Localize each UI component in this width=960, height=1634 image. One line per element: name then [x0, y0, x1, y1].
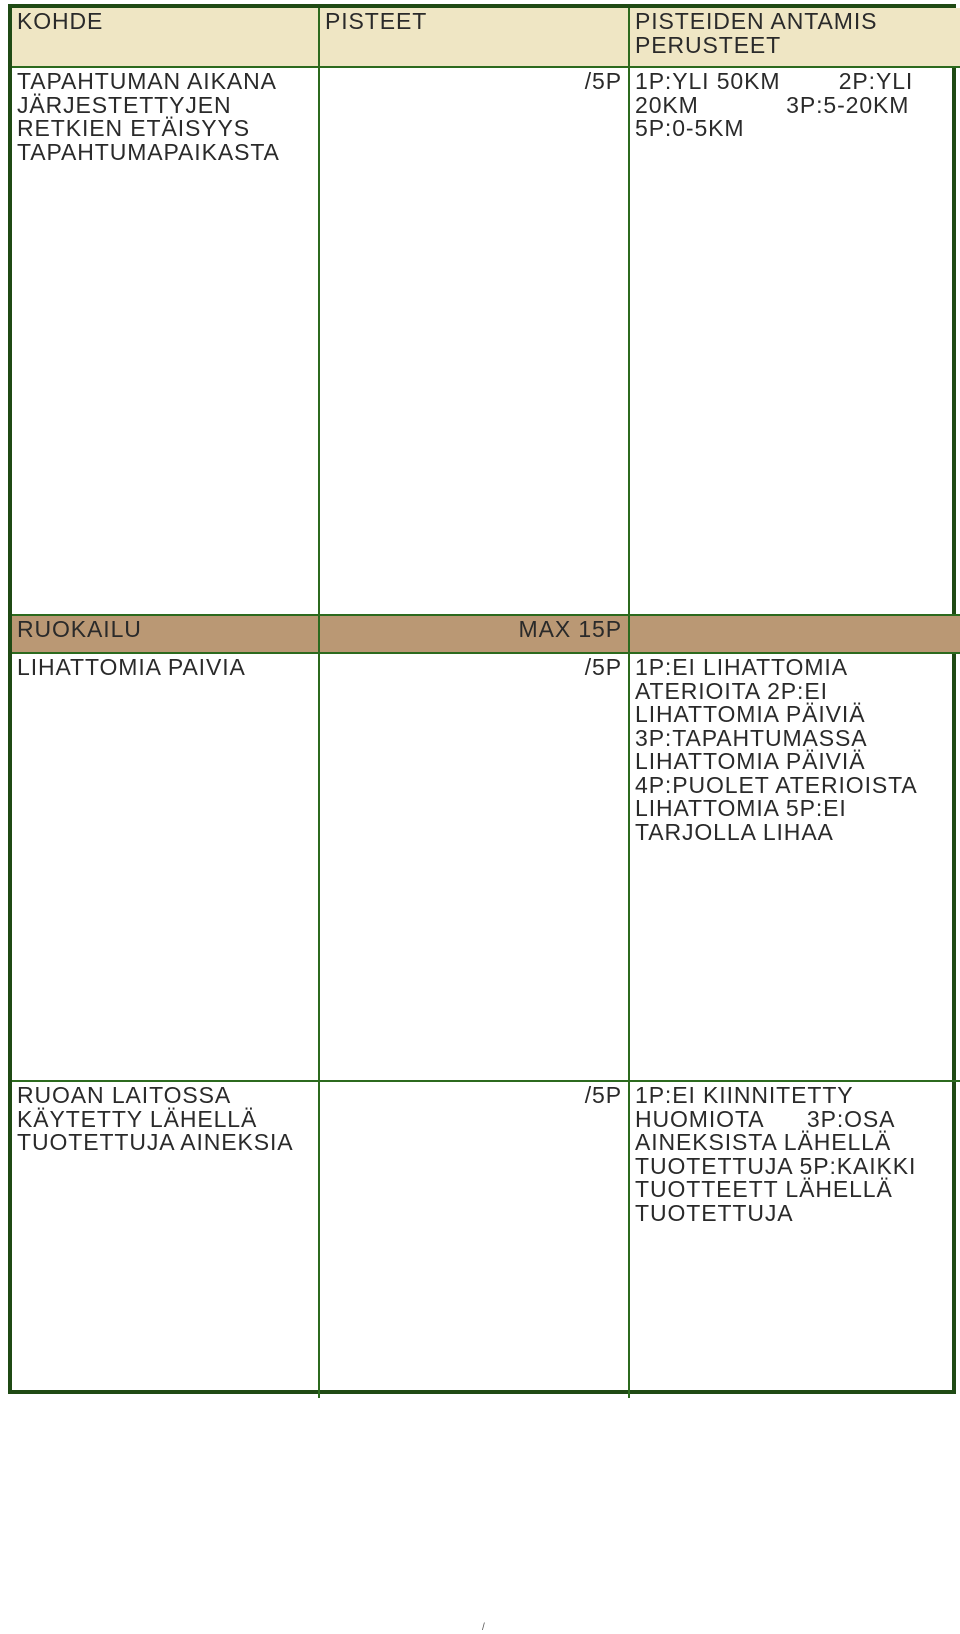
- row-lahiruoka-kohde: RUOAN LAITOSSA KÄYTETTY LÄHELLÄ TUOTETTUJA AINEKSIA: [12, 1082, 320, 1398]
- header-pisteet: PISTEET: [320, 8, 630, 68]
- row-lihattomia-pisteet: /5P: [320, 654, 630, 1082]
- header-kohde: KOHDE: [12, 8, 320, 68]
- row-retket-kohde: TAPAHTUMAN AIKANA JÄRJESTETTYJEN RETKIEN ETÄISYYS TAPAHTUMAPAIKASTA: [12, 68, 320, 616]
- section-max: MAX 15P: [320, 616, 630, 654]
- row-lihattomia-kohde: LIHATTOMIA PAIVIA: [12, 654, 320, 1082]
- header-perusteet: PISTEIDEN ANTAMIS PERUSTEET: [630, 8, 960, 68]
- section-title: RUOKAILU: [12, 616, 320, 654]
- section-empty: [630, 616, 960, 654]
- row-lahiruoka-perusteet: 1P:EI KIINNITETTY HUOMIOTA 3P:OSA AINEKSISTA LÄHELLÄ TUOTETTUJA 5P:KAIKKI TUOTTEETT LÄHELLÄ TUOTETTUJA: [635, 1082, 924, 1226]
- row-lihattomia-perusteet: 1P:EI LIHATTOMIA ATERIOITA 2P:EI LIHATTOMIA PÄIVIÄ 3P:TAPAHTUMASSA LIHATTOMIA PÄIVIÄ 4P:PUOLET ATERIOISTA LIHATTOMIA 5P:EI TARJOLLA LIHAA: [630, 654, 960, 1082]
- row-retket-perusteet: 1P:YLI 50KM 2P:YLI 20KM 3P:5-20KM 5P:0-5KM: [630, 68, 960, 616]
- row-lahiruoka-pisteet: /5P: [320, 1082, 630, 1398]
- scoring-table: [8, 4, 956, 1394]
- row-retket-pisteet: /5P: [320, 68, 630, 616]
- page-footer-mark: /: [482, 1622, 485, 1633]
